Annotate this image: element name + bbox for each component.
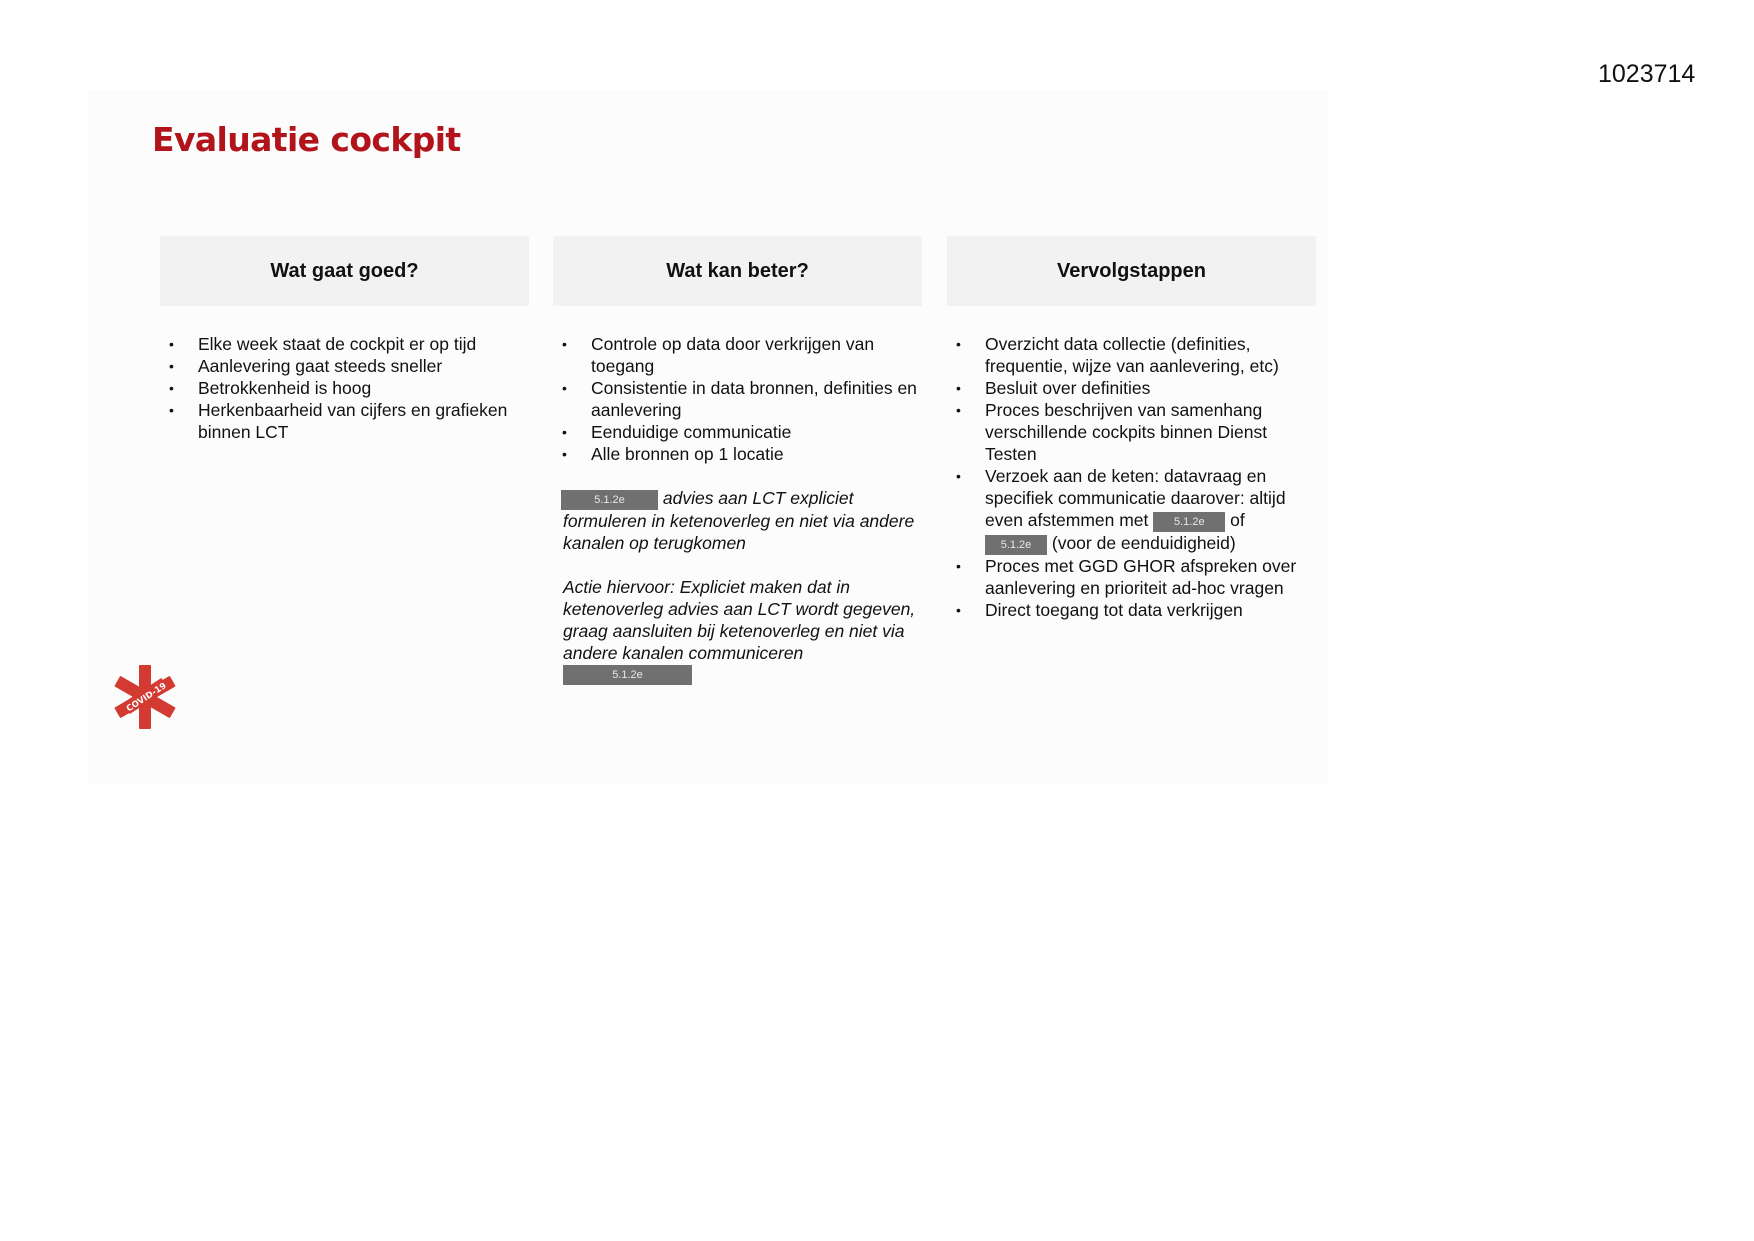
column-wat-kan-beter (553, 236, 922, 685)
bullet-list (553, 333, 922, 465)
bullet-list (160, 333, 529, 443)
list-item: • Alle bronnen op 1 locatie (553, 443, 918, 465)
request-text: Verzoek aan de keten: datavraag en specifiek communicatie daarover: altijd even afstemmen met (985, 466, 1286, 530)
covid-19-star-of-life-icon (112, 663, 178, 731)
column-body (553, 306, 922, 685)
column-body (947, 306, 1316, 621)
covid-19-logo (112, 663, 178, 731)
redaction-box: 5.1.2e (985, 535, 1047, 555)
list-item: • Aanlevering gaat steeds sneller (160, 355, 525, 377)
list-item: • Controle op data door verkrijgen van toegang (553, 333, 918, 377)
column-body (160, 306, 529, 443)
action-note-text: Actie hiervoor: Expliciet maken dat in ketenoverleg advies aan LCT wordt gegeven, graag aansluiten bij ketenoverleg en niet via andere kanalen communiceren (563, 577, 916, 663)
advice-note-text: advies aan LCT expliciet formuleren in ketenoverleg en niet via andere kanalen op terugkomen (563, 488, 915, 553)
request-text: of (1225, 510, 1245, 530)
redaction-box: 5.1.2e (1153, 512, 1225, 532)
column-header: Vervolgstappen (947, 236, 1316, 306)
column-header: Wat gaat goed? (160, 236, 529, 306)
list-item: • Besluit over definities (947, 377, 1312, 399)
action-note (553, 576, 922, 685)
list-item: • Betrokkenheid is hoog (160, 377, 525, 399)
advice-note (553, 487, 922, 554)
slide (88, 90, 1328, 785)
list-item: • Herkenbaarheid van cijfers en grafieken binnen LCT (160, 399, 525, 443)
list-item: • Overzicht data collectie (definities, frequentie, wijze van aanlevering, etc) (947, 333, 1312, 377)
column-wat-gaat-goed (160, 236, 529, 443)
list-item: • Eenduidige communicatie (553, 421, 918, 443)
list-item: • Elke week staat de cockpit er op tijd (160, 333, 525, 355)
list-item: • Proces beschrijven van samenhang verschillende cockpits binnen Dienst Testen (947, 399, 1312, 465)
list-item: • Direct toegang tot data verkrijgen (947, 599, 1312, 621)
list-item: • Proces met GGD GHOR afspreken over aanlevering en prioriteit ad-hoc vragen (947, 555, 1312, 599)
svg-text:COVID-19: COVID-19 (124, 681, 169, 715)
list-item-request (947, 465, 1312, 555)
slide-title: Evaluatie cockpit (152, 120, 461, 159)
column-header: Wat kan beter? (553, 236, 922, 306)
bullet-list (947, 333, 1316, 621)
list-item: • Consistentie in data bronnen, definities en aanlevering (553, 377, 918, 421)
request-text: (voor de eenduidigheid) (1047, 533, 1236, 553)
redaction-box: 5.1.2e (561, 490, 658, 510)
redaction-box: 5.1.2e (563, 665, 692, 685)
document-number: 1023714 (1598, 60, 1696, 88)
column-vervolgstappen (947, 236, 1316, 621)
